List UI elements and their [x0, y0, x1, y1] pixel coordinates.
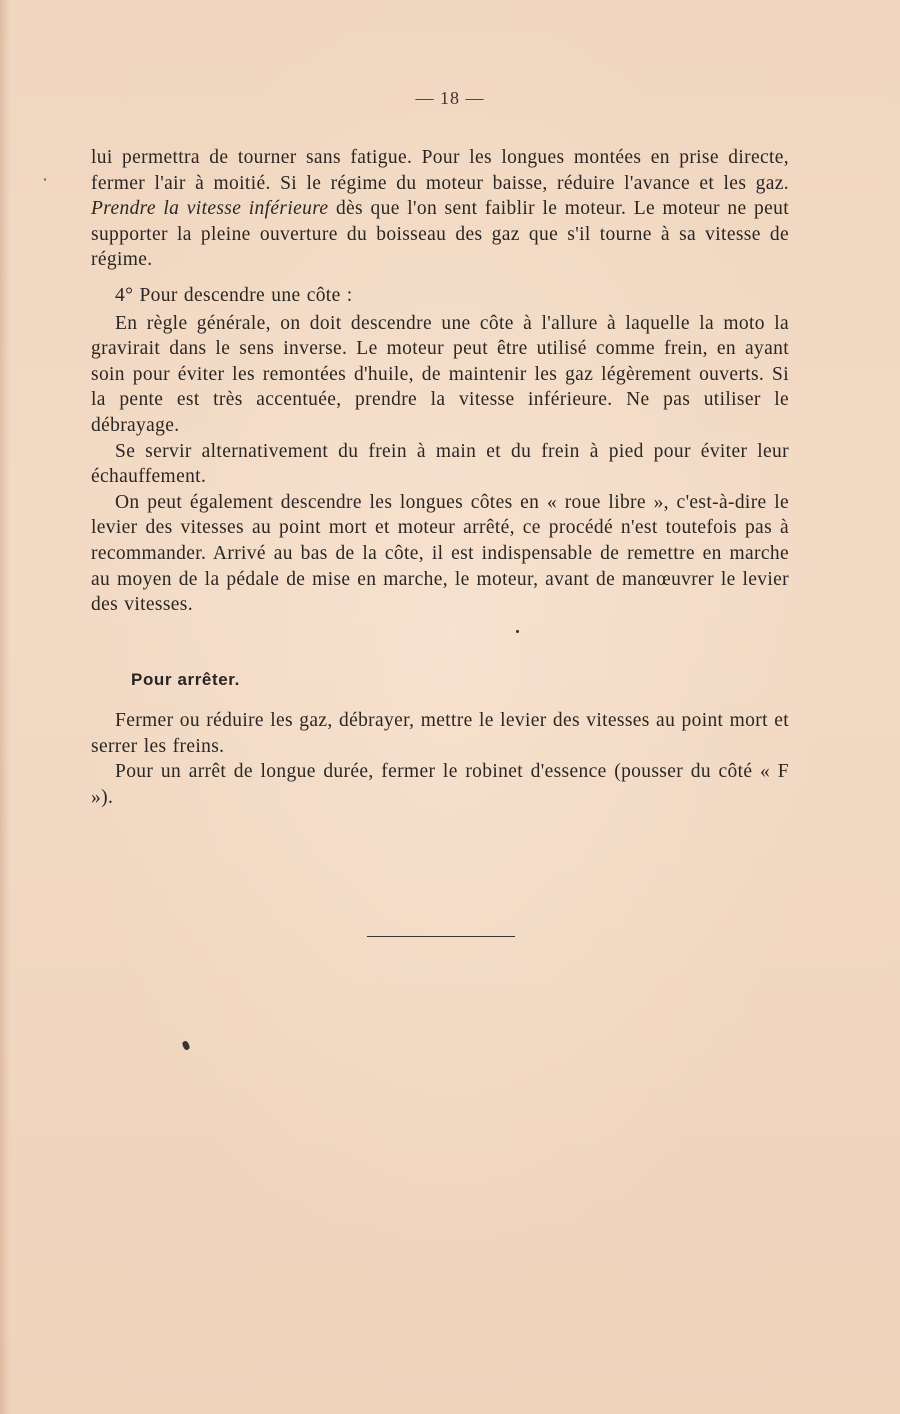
- text-block-stop: [91, 708, 789, 810]
- text-block-descent: [91, 283, 789, 618]
- ink-speck: [44, 178, 46, 181]
- page-number: — 18 —: [415, 88, 485, 108]
- paragraph-3: Se servir alternativement du frein à main et du frein à pied pour éviter leur échauffement.: [91, 440, 789, 488]
- paragraph-continuation: [91, 145, 789, 273]
- ink-speck: [181, 1040, 190, 1051]
- paragraph-4: On peut également descendre les longues côtes en « roue libre », c'est-à-dire le levier des vitesses au point mort et moteur arrêté, ce procédé n'est toutefois pas à recommander. Arrivé au bas de la côte, il est indispensable de remettre en marche au moyen de la pédale de mise en marche, le moteur, avant de manœuvrer le levier des vitesses.: [91, 491, 789, 616]
- text-block-top: [91, 145, 789, 273]
- paragraph-1-text: lui permettra de tourner sans fatigue. Pour les longues montées en prise directe, fermer l'air à moitié. Si le régime du moteur baisse, réduire l'avance et les gaz.: [91, 147, 789, 194]
- ink-speck: [516, 630, 519, 633]
- page-edge: [0, 0, 10, 1414]
- divider-rule: [367, 936, 515, 937]
- item-4-title: 4° Pour descendre une côte :: [115, 285, 353, 306]
- section-heading: Pour arrêter.: [131, 670, 240, 689]
- paragraph-1-end: dès que l'on sent faiblir le moteur. Le moteur ne peut supporter la pleine ouverture du boisseau des gaz que s'il tourne à sa vitesse de régime.: [91, 198, 789, 271]
- paragraph-5: Fermer ou réduire les gaz, débrayer, mettre le levier des vitesses au point mort et serrer les freins.: [91, 710, 789, 757]
- paragraph-6: Pour un arrêt de longue durée, fermer le robinet d'essence (pousser du côté « F »).: [91, 761, 789, 808]
- paragraph-2: En règle générale, on doit descendre une côte à l'allure à laquelle la moto la gravirait dans le sens inverse. Le moteur peut être utilisé comme frein, en ayant soin pour éviter les remontées d'huile, de maintenir les gaz légèrement ouverts. Si la pente est très accentuée, prendre la vitesse inférieure. Ne pas utiliser le débrayage.: [91, 312, 789, 436]
- paragraph-1-italic: Prendre la vitesse inférieure: [91, 198, 329, 220]
